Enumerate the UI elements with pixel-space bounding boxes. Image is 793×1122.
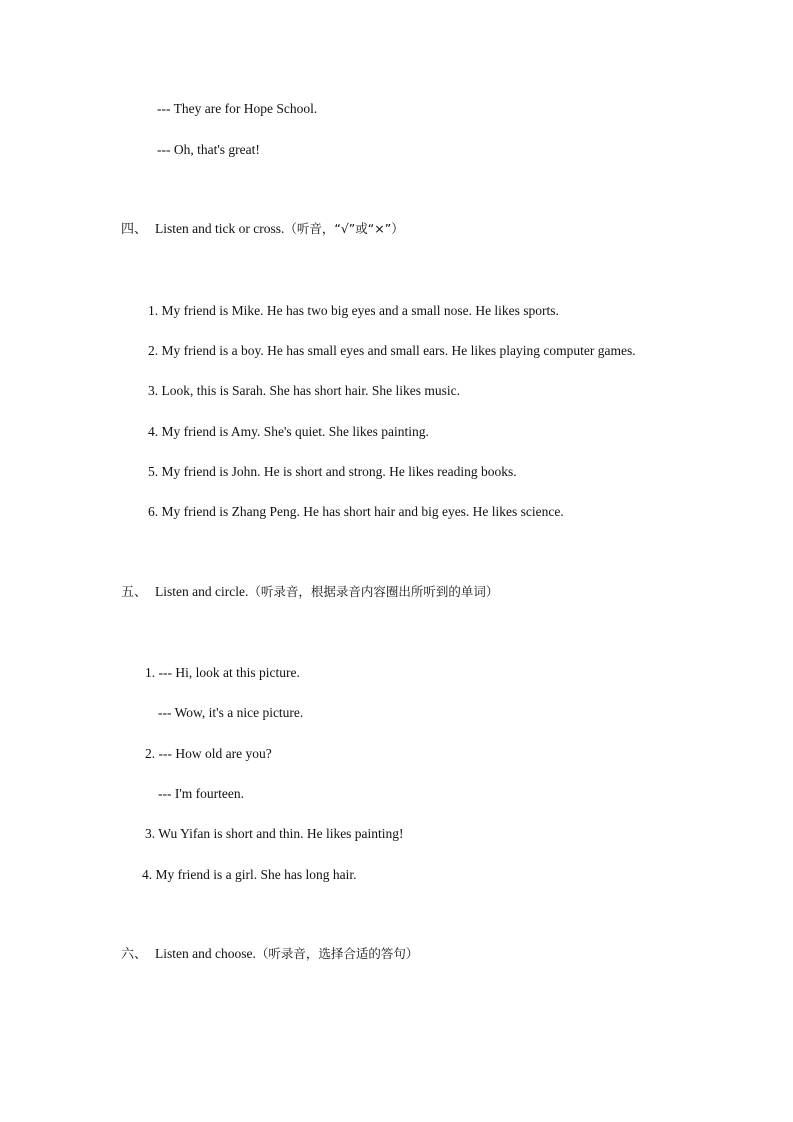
listening-item: 5. My friend is John. He is short and strong. He likes reading books. [148, 464, 517, 479]
section-instruction: （听录音，选择合适的答句） [255, 946, 419, 961]
section-5-heading [121, 582, 499, 603]
listening-item: --- Wow, it's a nice picture. [158, 705, 304, 720]
listening-item: 4. My friend is a girl. She has long hair. [142, 867, 357, 882]
listening-item: 6. My friend is Zhang Peng. He has short hair and big eyes. He likes science. [148, 504, 564, 519]
section-number: 六、 [121, 947, 148, 962]
dialogue-line-2: --- Oh, that's great! [157, 142, 260, 157]
section-title: Listen and tick or cross. [155, 221, 285, 236]
section-instruction: （听录音，根据录音内容圈出所听到的单词） [248, 584, 499, 599]
section-title: Listen and circle. [155, 584, 249, 599]
listening-item: 4. My friend is Amy. She's quiet. She likes painting. [148, 424, 429, 439]
listening-item: 3. Look, this is Sarah. She has short hair. She likes music. [148, 383, 460, 398]
listening-item: 2. My friend is a boy. He has small eyes and small ears. He likes playing computer games. [148, 343, 636, 358]
section-number: 五、 [121, 585, 148, 600]
section-title: Listen and choose. [155, 946, 256, 961]
dialogue-line-1: --- They are for Hope School. [157, 101, 318, 116]
section-number: 四、 [121, 222, 148, 237]
section-6-heading [121, 944, 419, 965]
section-4-heading [121, 219, 404, 240]
listening-item: 3. Wu Yifan is short and thin. He likes painting! [145, 826, 404, 841]
listening-item: 2. --- How old are you? [145, 746, 272, 761]
listening-item: 1. My friend is Mike. He has two big eyes and a small nose. He likes sports. [148, 303, 559, 318]
listening-item: 1. --- Hi, look at this picture. [145, 665, 300, 680]
listening-item: --- I'm fourteen. [158, 786, 245, 801]
section-instruction: （听音，“√”或“×”） [284, 221, 404, 236]
